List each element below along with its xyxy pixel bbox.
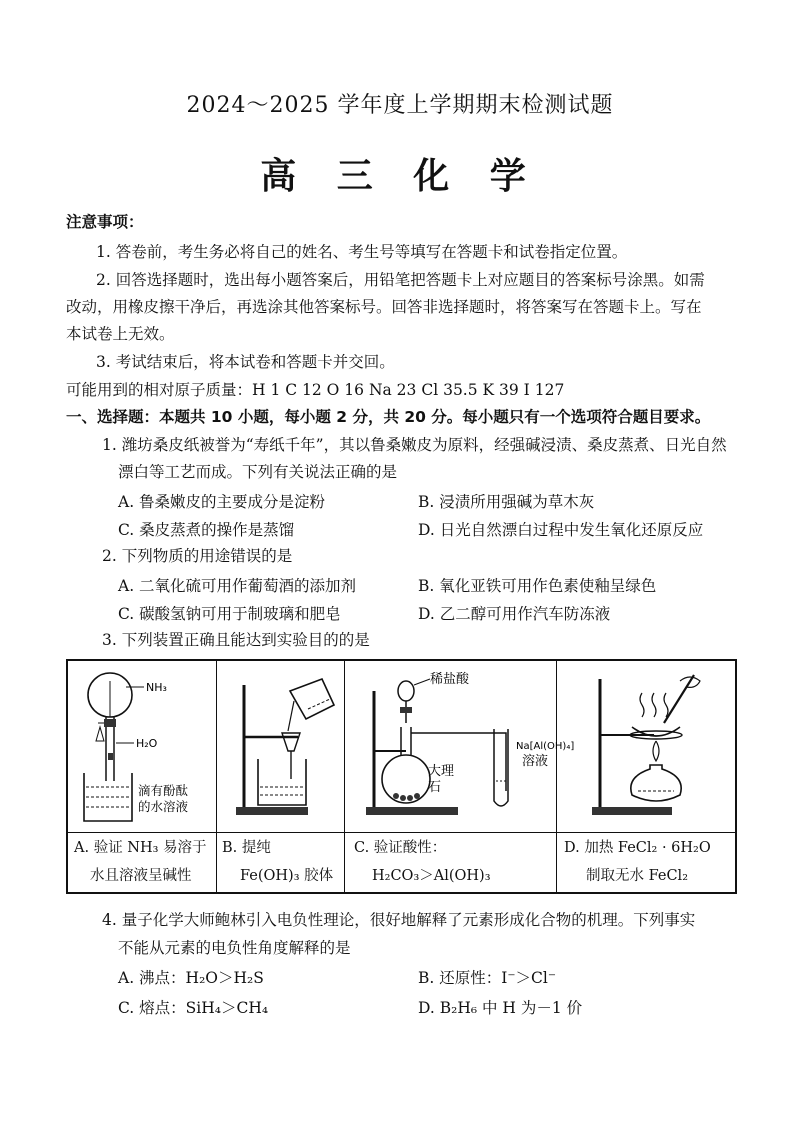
q2-option-b: B. 氧化亚铁可用作色素使釉呈绿色 [418,577,657,595]
q4-option-b: B. 还原性：I⁻＞Cl⁻ [418,969,557,987]
q4-stem-line1: 4. 量子化学大师鲍林引入电负性理论，很好地解释了元素形成化合物的机理。下列事实 [102,911,696,929]
q1-option-a: A. 鲁桑嫩皮的主要成分是淀粉 [118,493,326,511]
q4-option-d: D. B₂H₆ 中 H 为－1 价 [418,999,583,1017]
q3-option-b-line2: Fe(OH)₃ 胶体 [240,868,334,884]
q1-stem-line1: 1. 潍坊桑皮纸被誉为“寿纸千年”，其以鲁桑嫩皮为原料，经强碱浸渍、桑皮蒸煮、日光自然 [102,436,727,454]
label-phenol-1: 滴有酚酞 [138,783,189,798]
q3-option-a-line2: 水且溶液呈碱性 [90,868,192,884]
q2-option-a: A. 二氧化硫可用作葡萄酒的添加剂 [118,577,357,595]
label-phenol-2: 的水溶液 [138,799,189,814]
q4-stem-line2: 不能从元素的电负性角度解释的是 [118,939,351,957]
table-divider [344,661,345,892]
exam-title: 2024～2025 学年度上学期期末检测试题 [186,93,614,118]
label-nh3: NH₃ [146,681,167,694]
q2-stem: 2. 下列物质的用途错误的是 [102,547,293,565]
q4-option-a: A. 沸点：H₂O＞H₂S [118,969,264,987]
label-acid: 稀盐酸 [430,672,470,687]
table-divider [216,661,217,892]
apparatus-c-co2 [346,661,575,832]
q1-option-d: D. 日光自然漂白过程中发生氧化还原反应 [418,521,704,539]
q1-option-c: C. 桑皮蒸煮的操作是蒸馏 [118,521,295,539]
q3-option-c-line2: H₂CO₃＞Al(OH)₃ [372,868,491,884]
q4-option-c: C. 熔点：SiH₄＞CH₄ [118,999,269,1017]
apparatus-b-filtration [218,661,344,832]
notice-item-2-line1: 2. 回答选择题时，选出每小题答案后，用铅笔把答题卡上对应题目的答案标号涂黑。如需 [96,271,705,289]
notice-heading: 注意事项： [66,213,144,231]
q3-stem: 3. 下列装置正确且能达到实验目的的是 [102,631,370,649]
q3-option-a-line1: A. 验证 NH₃ 易溶于 [74,840,207,856]
label-naaloh: Na[Al(OH)₄] [516,741,575,752]
notice-item-2-line3: 本试卷上无效。 [66,325,175,343]
section-1-heading: 一、选择题：本题共 10 小题，每小题 2 分，共 20 分。每小题只有一个选项符合题目要求。 [66,408,711,426]
q3-option-d-line1: D. 加热 FeCl₂ · 6H₂O [564,840,711,856]
label-marble-2: 石 [428,780,442,795]
q3-option-d-line2: 制取无水 FeCl₂ [586,868,689,884]
atomic-masses: 可能用到的相对原子质量：H 1 C 12 O 16 Na 23 Cl 35.5 K 39 I 127 [66,381,565,399]
q2-option-c: C. 碳酸氢钠可用于制玻璃和肥皂 [118,605,341,623]
label-h2o: H₂O [136,737,158,750]
notice-item-3: 3. 考试结束后，将本试卷和答题卡并交回。 [96,353,395,371]
notice-item-2-line2: 改动，用橡皮擦干净后，再选涂其他答案标号。回答非选择题时，将答案写在答题卡上。写在 [66,298,702,316]
q3-option-b-line1: B. 提纯 [222,840,271,856]
table-divider [556,661,557,892]
notice-item-1: 1. 答卷前，考生务必将自己的姓名、考生号等填写在答题卡和试卷指定位置。 [96,243,628,261]
label-marble-1: 大理 [428,764,455,779]
apparatus-d-heating [558,661,737,832]
q3-option-c-line1: C. 验证酸性： [354,840,447,856]
table-divider [68,832,735,833]
label-solution: 溶液 [522,754,549,769]
q1-stem-line2: 漂白等工艺而成。下列有关说法正确的是 [118,463,398,481]
q1-option-b: B. 浸渍所用强碱为草木灰 [418,493,595,511]
apparatus-table [66,659,737,894]
subject-title: 高 三 化 学 [260,156,540,197]
apparatus-a-fountain [68,661,216,832]
q2-option-d: D. 乙二醇可用作汽车防冻液 [418,605,611,623]
